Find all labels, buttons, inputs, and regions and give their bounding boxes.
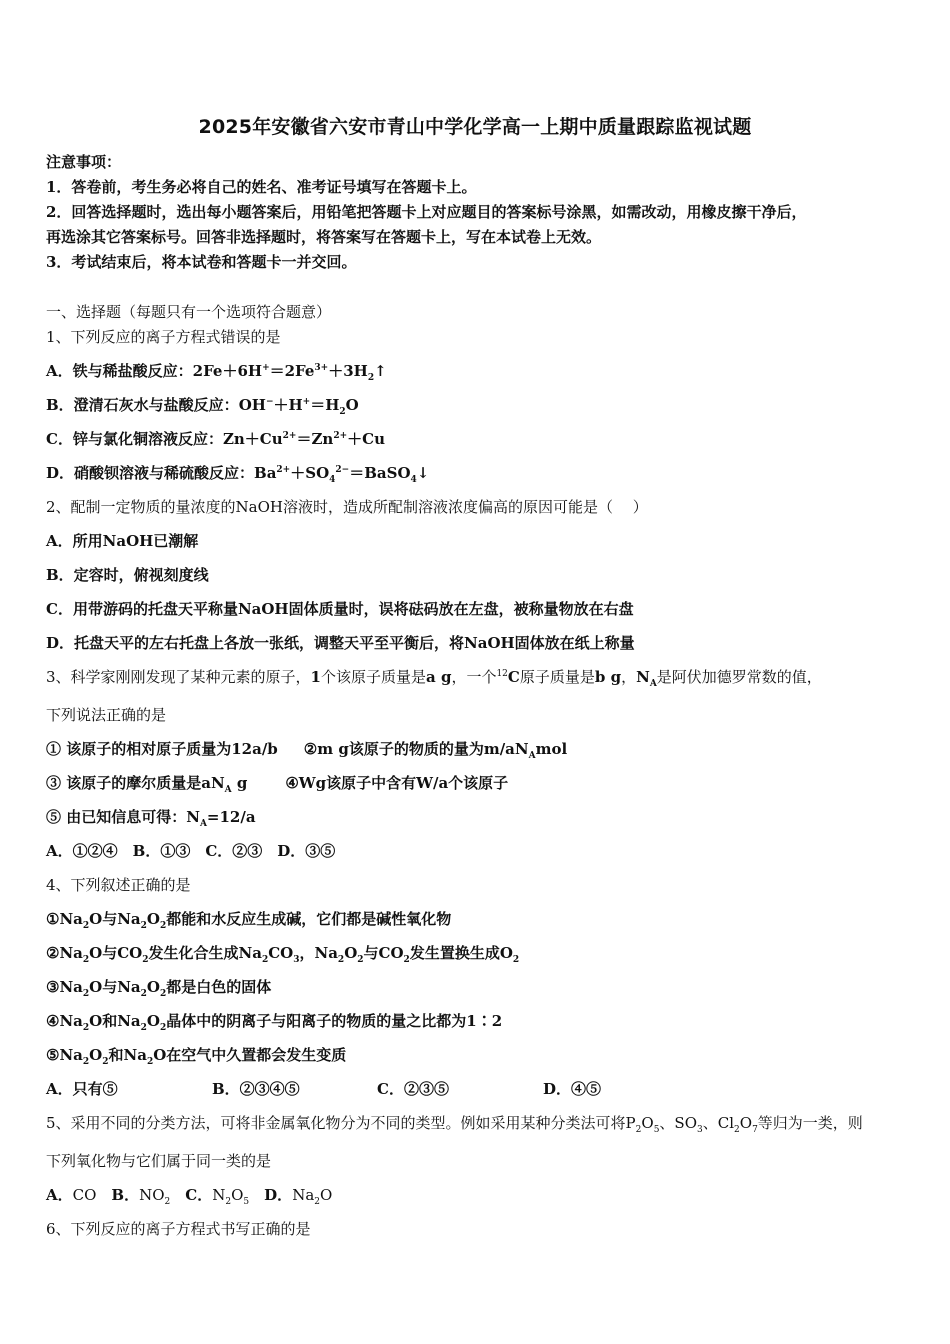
- q4-option-a: A．只有⑤: [46, 1080, 118, 1098]
- q1-option-c-label: C．锌与氯化铜溶液反应：: [46, 430, 223, 448]
- q5-stem: 5、采用不同的分类方法，可将非金属氧化物分为不同的类型。例如采用某种分类法可将$P_2O_5$、$SO_3$、$Cl_2O_7$等归为一类，则: [46, 1114, 863, 1135]
- q3-statements-1-2: [46, 739, 567, 759]
- q1-option-c: [46, 429, 385, 449]
- notice-item-2-cont: 再选涂其它答案标号。回答非选择题时，将答案写在答题卡上，写在本试卷上无效。: [46, 228, 602, 246]
- q1-option-b-equation: $OH^-+H^+=H_2O$: [238, 396, 359, 417]
- q3-statement-3: ③ 该原子的摩尔质量是$aN_A$ g: [46, 774, 248, 795]
- q1-option-d-equation: $Ba^{2+}+SO_4^{2-}=BaSO_4↓$: [254, 464, 430, 485]
- notice-item-1: 1．答卷前，考生务必将自己的姓名、准考证号填写在答题卡上。: [46, 178, 477, 196]
- q4-statement-1: $①Na_2O$与$Na_2O_2$都能和水反应生成碱，它们都是碱性氧化物: [46, 910, 452, 931]
- q2-stem: 2、配制一定物质的量浓度的NaOH溶液时，造成所配制溶液浓度偏高的原因可能是（ ）: [46, 498, 648, 516]
- notice-item-2: 2．回答选择题时，选出每小题答案后，用铅笔把答题卡上对应题目的答案标号涂黑，如需改动，用橡皮擦干净后，: [46, 203, 807, 221]
- q2-option-a: A．所用NaOH已潮解: [46, 532, 199, 550]
- q3-statement-4: ④Wg该原子中含有W/a个该原子: [285, 774, 509, 792]
- q4-statement-3: $③Na_2O$与$Na_2O_2$都是白色的固体: [46, 978, 272, 999]
- q3-stem-cont: 下列说法正确的是: [46, 706, 167, 724]
- exam-title: 2025年安徽省六安市青山中学化学高一上期中质量跟踪监视试题: [198, 116, 752, 138]
- q1-option-b-label: B．澄清石灰水与盐酸反应：: [46, 396, 239, 414]
- q2-option-b: B．定容时，俯视刻度线: [46, 566, 209, 584]
- q1-option-b: [46, 395, 359, 415]
- q1-option-c-equation: $Zn+Cu^{2+}=Zn^{2+}+Cu$: [222, 430, 385, 448]
- q3-statement-1: ① 该原子的相对原子质量为12a/b: [46, 740, 278, 758]
- q3-statement-2: ②m g该原子的物质的量为$m/aN_Amol$: [303, 740, 568, 761]
- notice-item-3: 3．考试结束后，将本试卷和答题卡一并交回。: [46, 253, 357, 271]
- q1-option-a-equation: $2Fe+6H^+=2Fe^{3+}+3H_2↑$: [192, 362, 387, 383]
- q2-option-d: D．托盘天平的左右托盘上各放一张纸，调整天平至平衡后，将NaOH固体放在纸上称量: [46, 634, 635, 652]
- q4-statement-4: $④Na_2O$和$Na_2O_2$晶体中的阴离子与阳离子的物质的量之比都为1∶2: [46, 1012, 503, 1033]
- q3-options: A．①②④ B．①③ C．②③ D．③⑤: [46, 842, 336, 860]
- q3-statements-3-4: [46, 773, 508, 793]
- q1-option-d-label: D．硝酸钡溶液与稀硫酸反应：: [46, 464, 255, 482]
- section-heading: 一、选择题（每题只有一个选项符合题意）: [46, 303, 332, 321]
- q4-option-c: C．②③⑤: [377, 1080, 449, 1098]
- q4-stem: 4、下列叙述正确的是: [46, 876, 191, 894]
- q4-statement-2: $②Na_2O$与$CO_2$发生化合生成$Na_2CO_3$，$Na_2O_2$与$CO_2$发生置换生成$O_2$: [46, 944, 520, 965]
- q2-option-c: C．用带游码的托盘天平称量NaOH固体质量时，误将砝码放在左盘，被称量物放在右盘: [46, 600, 634, 618]
- q5-options: A．CO B．$NO_2$ C．$N_2O_5$ D．$Na_2O$: [46, 1186, 333, 1207]
- q1-option-a: [46, 361, 387, 381]
- q3-statement-5: ⑤ 由已知信息可得：$N_A=12/a$: [46, 808, 256, 829]
- q1-option-a-label: A．铁与稀盐酸反应：: [46, 362, 193, 380]
- q6-stem: 6、下列反应的离子方程式书写正确的是: [46, 1220, 311, 1238]
- q4-option-d: D．④⑤: [543, 1080, 602, 1098]
- notice-heading: 注意事项：: [46, 153, 122, 171]
- q1-option-d: [46, 463, 429, 483]
- q1-stem: 1、下列反应的离子方程式错误的是: [46, 328, 281, 346]
- q4-statement-5: $⑤Na_2O_2$和$Na_2O$在空气中久置都会发生变质: [46, 1046, 347, 1067]
- q3-stem: 3、科学家刚刚发现了某种元素的原子，1个该原子质量是a g，一个$^{12}$C原子质量是b g，$N_A$是阿伏加德罗常数的值，: [46, 668, 822, 689]
- q4-option-b: B．②③④⑤: [212, 1080, 300, 1098]
- q5-stem-cont: 下列氧化物与它们属于同一类的是: [46, 1152, 272, 1170]
